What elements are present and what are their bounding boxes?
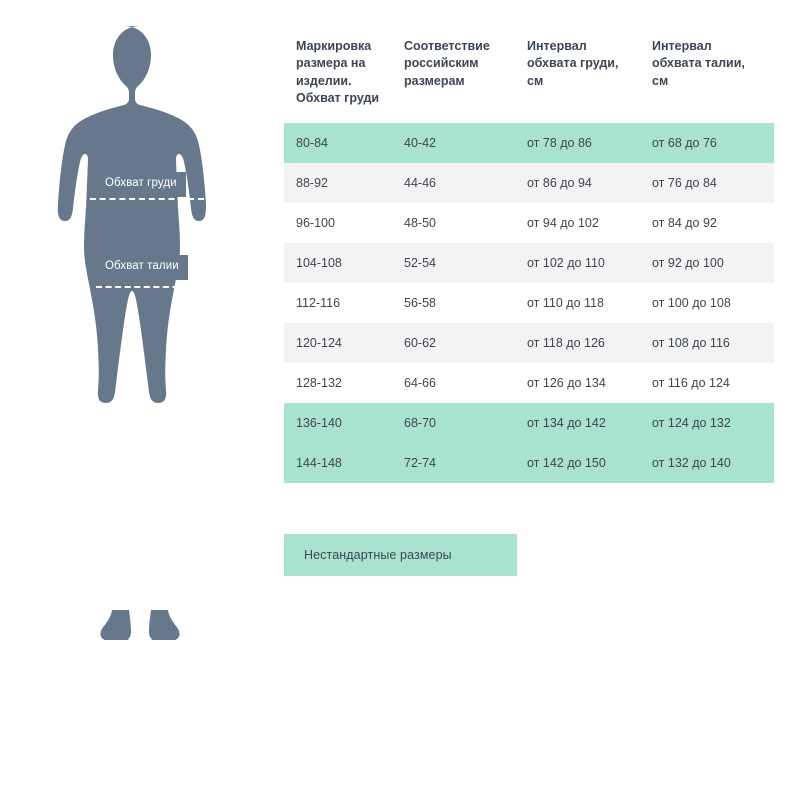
body-figure-panel <box>0 0 280 700</box>
table-row <box>284 123 774 163</box>
table-row <box>284 323 774 363</box>
cell-russian-size: 72-74 <box>392 443 515 483</box>
cell-chest-range: от 126 до 134 <box>515 363 640 403</box>
cell-russian-size: 56-58 <box>392 283 515 323</box>
cell-chest-range: от 102 до 110 <box>515 243 640 283</box>
column-header-marking: Маркировка размера на изделии. Обхват груди <box>284 28 392 123</box>
cell-waist-range: от 108 до 116 <box>640 323 774 363</box>
cell-waist-range: от 76 до 84 <box>640 163 774 203</box>
table-row <box>284 283 774 323</box>
table-row <box>284 203 774 243</box>
table-row <box>284 443 774 483</box>
cell-chest-range: от 86 до 94 <box>515 163 640 203</box>
cell-marking: 144-148 <box>284 443 392 483</box>
cell-marking: 104-108 <box>284 243 392 283</box>
cell-waist-range: от 68 до 76 <box>640 123 774 163</box>
cell-waist-range: от 116 до 124 <box>640 363 774 403</box>
cell-waist-range: от 132 до 140 <box>640 443 774 483</box>
column-header-chest-range: Интервал обхвата груди, см <box>515 28 640 123</box>
column-header-waist-range: Интервал обхвата талии, см <box>640 28 774 123</box>
cell-russian-size: 60-62 <box>392 323 515 363</box>
table-header-row <box>284 28 774 123</box>
cell-marking: 96-100 <box>284 203 392 243</box>
waist-measure-label: Обхват талии <box>96 255 188 280</box>
cell-russian-size: 48-50 <box>392 203 515 243</box>
table-row <box>284 403 774 443</box>
cell-marking: 80-84 <box>284 123 392 163</box>
cell-waist-range: от 124 до 132 <box>640 403 774 443</box>
cell-marking: 112-116 <box>284 283 392 323</box>
cell-russian-size: 68-70 <box>392 403 515 443</box>
male-body-silhouette-icon <box>20 20 260 640</box>
table-row <box>284 243 774 283</box>
cell-marking: 88-92 <box>284 163 392 203</box>
cell-russian-size: 64-66 <box>392 363 515 403</box>
cell-chest-range: от 142 до 150 <box>515 443 640 483</box>
cell-waist-range: от 92 до 100 <box>640 243 774 283</box>
cell-chest-range: от 94 до 102 <box>515 203 640 243</box>
cell-marking: 136-140 <box>284 403 392 443</box>
size-table-header <box>284 28 774 123</box>
cell-russian-size: 52-54 <box>392 243 515 283</box>
column-header-russian-size: Соответствие российским размерам <box>392 28 515 123</box>
cell-chest-range: от 78 до 86 <box>515 123 640 163</box>
cell-waist-range: от 100 до 108 <box>640 283 774 323</box>
size-table-body <box>284 123 774 483</box>
table-row <box>284 363 774 403</box>
cell-russian-size: 40-42 <box>392 123 515 163</box>
table-row <box>284 163 774 203</box>
chest-measure-label: Обхват груди <box>96 172 186 197</box>
cell-chest-range: от 110 до 118 <box>515 283 640 323</box>
cell-russian-size: 44-46 <box>392 163 515 203</box>
chest-measure-line <box>80 198 204 200</box>
cell-marking: 120-124 <box>284 323 392 363</box>
cell-waist-range: от 84 до 92 <box>640 203 774 243</box>
cell-marking: 128-132 <box>284 363 392 403</box>
cell-chest-range: от 118 до 126 <box>515 323 640 363</box>
cell-chest-range: от 134 до 142 <box>515 403 640 443</box>
size-table <box>284 28 774 483</box>
waist-measure-line <box>96 286 188 288</box>
nonstandard-sizes-button[interactable]: Нестандартные размеры <box>284 534 517 576</box>
